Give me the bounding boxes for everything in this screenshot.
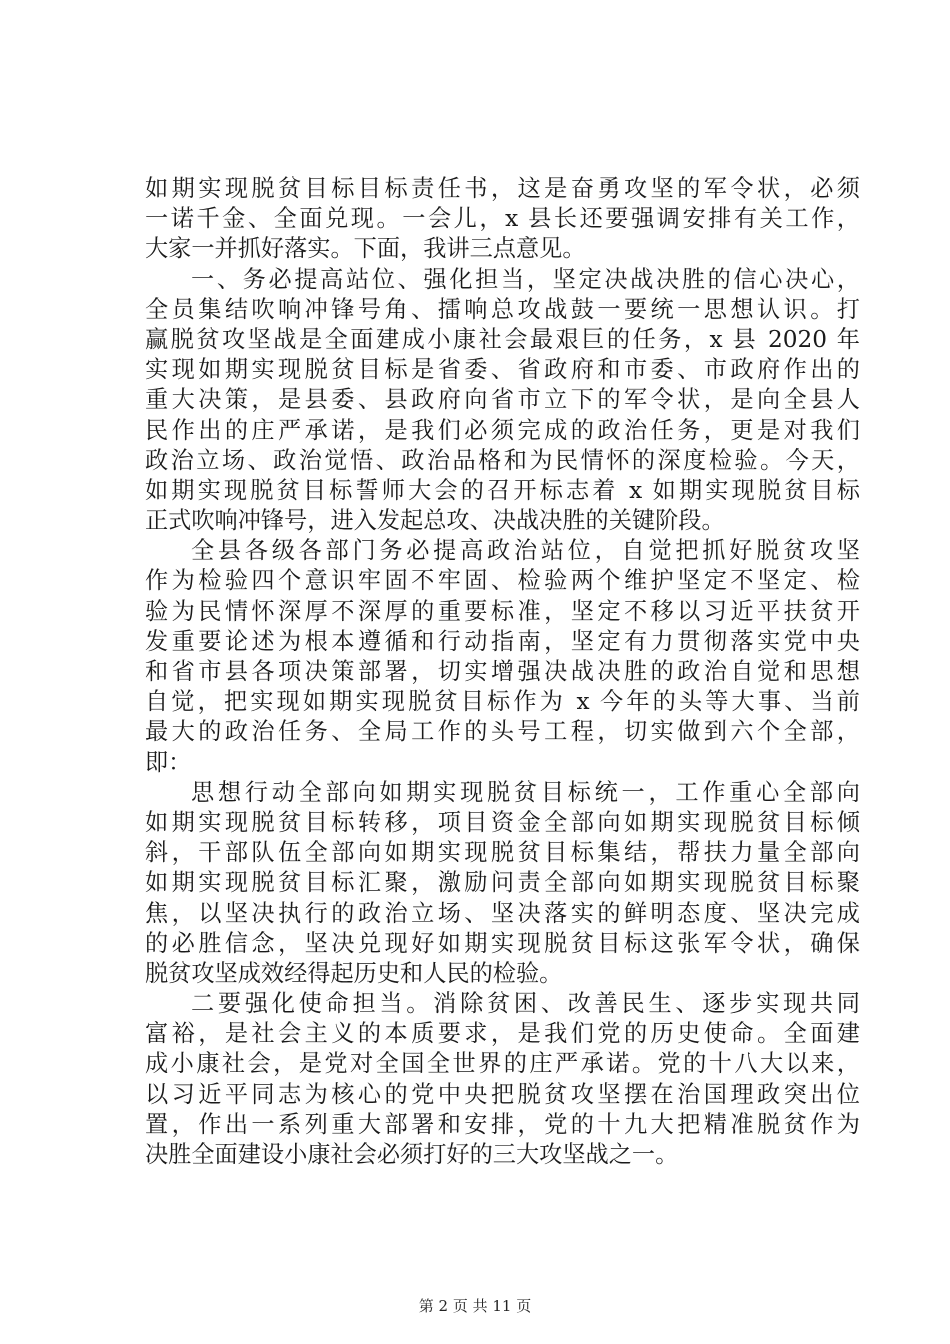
text-line: 验为民情怀深厚不深厚的重要标准，坚定不移以习近平扶贫开 (145, 597, 860, 625)
text-line: 富裕，是社会主义的本质要求，是我们党的历史使命。全面建 (145, 1020, 860, 1048)
text-line: 作为检验四个意识牢固不牢固、检验两个维护坚定不坚定、检 (145, 567, 860, 595)
text-line: 重大决策，是县委、县政府向省市立下的军令状，是向全县人 (145, 386, 860, 414)
text-line: 决胜全面建设小康社会必须打好的三大攻坚战之一。 (145, 1141, 679, 1168)
page-number-footer: 第 2 页 共 11 页 (418, 1297, 532, 1315)
text-line: 成小康社会，是党对全国全世界的庄严承诺。党的十八大以来， (145, 1050, 860, 1078)
text-line: 大家一并抓好落实。下面，我讲三点意见。 (145, 235, 586, 263)
text-line: 的必胜信念，坚决兑现好如期实现脱贫目标这张军令状，确保 (145, 929, 860, 957)
text-line: 脱贫攻坚成效经得起历史和人民的检验。 (145, 959, 563, 987)
text-line: 如期实现脱贫目标目标责任书，这是奋勇攻坚的军令状，必须 (145, 175, 860, 202)
text-line: 一诺千金、全面兑现。一会儿，x 县长还要强调安排有关工作， (145, 205, 860, 233)
text-line: 政治立场、政治觉悟、政治品格和为民情怀的深度检验。今天， (145, 446, 860, 474)
paragraph-start-line: 二要强化使命担当。消除贫困、改善民生、逐步实现共同 (191, 990, 860, 1018)
text-line: 最大的政治任务、全局工作的头号工程，切实做到六个全部， (145, 718, 860, 746)
text-line: 实现如期实现脱贫目标是省委、省政府和市委、市政府作出的 (145, 356, 860, 384)
text-line: 发重要论述为根本遵循和行动指南，坚定有力贯彻落实党中央 (145, 627, 860, 655)
text-line: 赢脱贫攻坚战是全面建成小康社会最艰巨的任务，x 县 2020 年 (145, 325, 860, 353)
text-line: 如期实现脱贫目标汇聚，激励问责全部向如期实现脱贫目标聚 (145, 869, 860, 897)
body-text (145, 174, 860, 1170)
text-line: 即： (145, 748, 192, 776)
paragraph-start-line: 全县各级各部门务必提高政治站位，自觉把抓好脱贫攻坚 (191, 537, 860, 565)
text-line: 以习近平同志为核心的党中央把脱贫攻坚摆在治国理政突出位 (145, 1080, 860, 1108)
text-line: 斜，干部队伍全部向如期实现脱贫目标集结，帮扶力量全部向 (145, 839, 860, 867)
text-line: 如期实现脱贫目标转移，项目资金全部向如期实现脱贫目标倾 (145, 808, 860, 836)
text-line: 民作出的庄严承诺，是我们必须完成的政治任务，更是对我们 (145, 416, 860, 444)
text-line: 自觉，把实现如期实现脱贫目标作为 x 今年的头等大事、当前 (145, 688, 860, 716)
text-line: 正式吹响冲锋号，进入发起总攻、决战决胜的关键阶段。 (145, 507, 725, 535)
text-line: 和省市县各项决策部署，切实增强决战决胜的政治自觉和思想 (145, 658, 860, 685)
text-line: 焦，以坚决执行的政治立场、坚决落实的鲜明态度、坚决完成 (145, 899, 860, 927)
paragraph-start-line: 一、务必提高站位、强化担当，坚定决战决胜的信心决心， (191, 265, 860, 293)
text-line: 如期实现脱贫目标誓师大会的召开标志着 x 如期实现脱贫目标 (145, 476, 860, 504)
text-line: 全员集结吹响冲锋号角、擂响总攻战鼓一要统一思想认识。打 (145, 295, 860, 323)
text-line: 置，作出一系列重大部署和安排，党的十九大把精准脱贫作为 (145, 1110, 860, 1138)
paragraph-start-line: 思想行动全部向如期实现脱贫目标统一，工作重心全部向 (191, 778, 860, 806)
